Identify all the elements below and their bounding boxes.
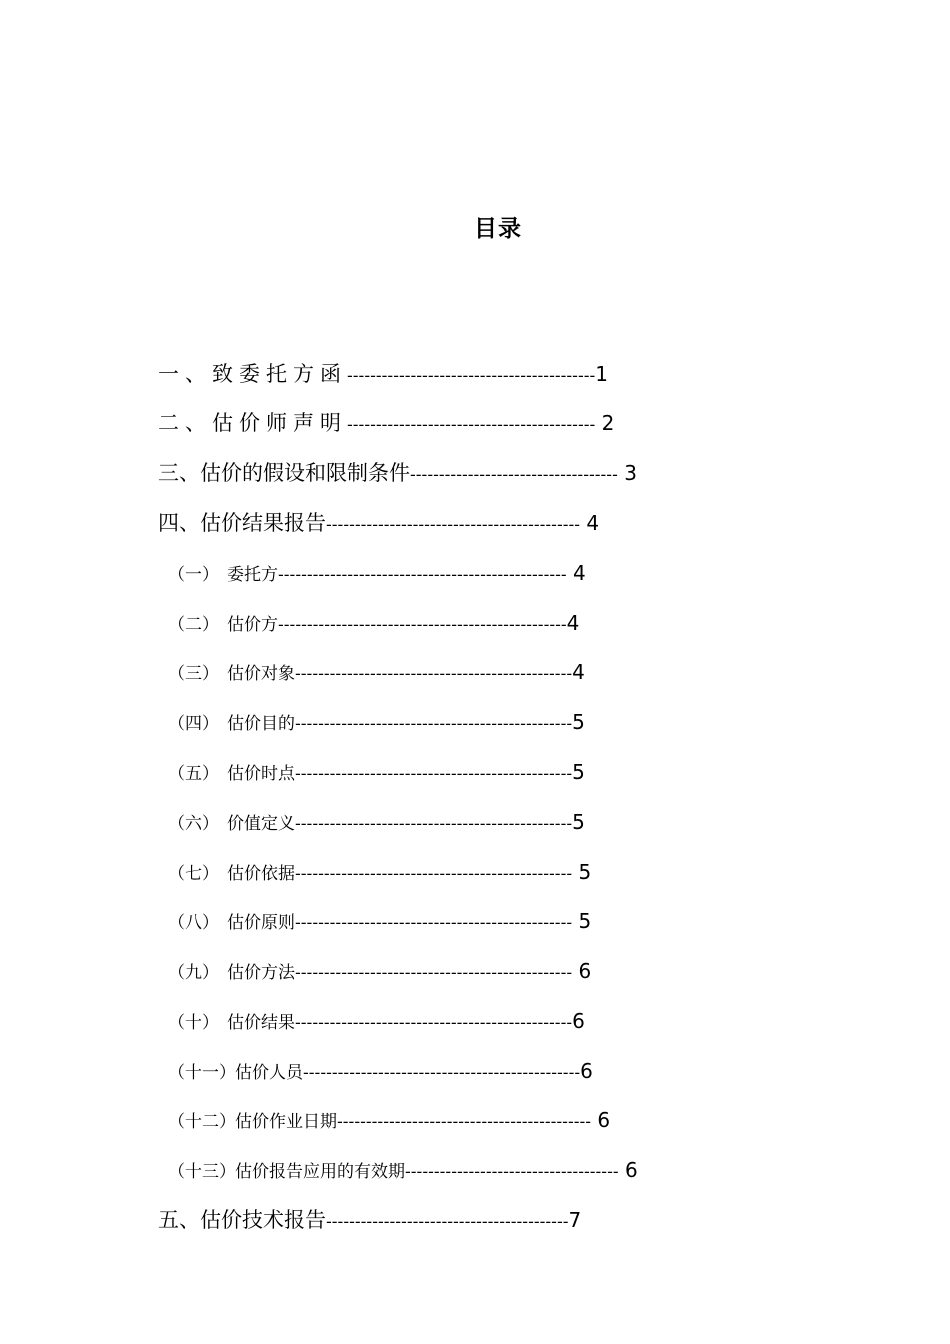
toc-leader: -------------------------------------------- xyxy=(326,515,581,534)
toc-page-number: 6 xyxy=(572,1009,585,1033)
toc-leader: -------------------------------------------- xyxy=(337,1112,592,1131)
toc-page-number: 5 xyxy=(572,860,592,884)
toc-subentry-number: （四） xyxy=(168,714,219,734)
toc-subentry-label: 价值定义 xyxy=(227,814,295,834)
toc-subentry[interactable] xyxy=(168,911,591,932)
toc-page-number: 1 xyxy=(595,362,608,386)
toc-page-number: 6 xyxy=(580,1059,593,1083)
toc-subentry-number: （五） xyxy=(168,764,219,784)
toc-leader: ------------------------------------ xyxy=(410,465,618,484)
toc-page-number: 4 xyxy=(566,611,580,635)
toc-subentry-label: 委托方 xyxy=(227,565,278,585)
toc-entry[interactable] xyxy=(158,1210,581,1231)
toc-subentry-number: （七） xyxy=(168,864,219,884)
toc-subentry-number: （十三） xyxy=(168,1162,236,1182)
toc-leader: ------------------------------------------------ xyxy=(295,664,573,683)
toc-page-number: 4 xyxy=(566,561,586,585)
toc-leader: ------------------------------------------------ xyxy=(295,814,573,833)
toc-page-number: 7 xyxy=(568,1208,582,1232)
toc-page-number: 5 xyxy=(572,710,585,734)
toc-subentry-label: 估价时点 xyxy=(227,764,295,784)
toc-subentry[interactable] xyxy=(168,812,585,833)
toc-subentry-label: 估价原则 xyxy=(227,913,295,933)
toc-subentry[interactable] xyxy=(168,662,585,683)
toc-subentry-number: （三） xyxy=(168,664,219,684)
toc-subentry-number: （九） xyxy=(168,963,219,983)
toc-page-number: 4 xyxy=(572,660,585,684)
page-title: 目录 xyxy=(474,216,522,242)
toc-page-number: 6 xyxy=(572,959,592,983)
toc-entry[interactable] xyxy=(158,364,608,385)
toc-page-number: 5 xyxy=(572,810,585,834)
toc-subentry[interactable] xyxy=(168,762,585,783)
toc-subentry-number: （十） xyxy=(168,1013,219,1033)
toc-leader: ------------------------------------------------ xyxy=(295,714,573,733)
toc-subentry[interactable] xyxy=(168,1061,593,1082)
toc-subentry-label: 估价对象 xyxy=(227,664,295,684)
toc-leader: ------------------------------------------------ xyxy=(295,864,573,883)
toc-subentry[interactable] xyxy=(168,961,591,982)
toc-leader: ------------------------------------- xyxy=(405,1162,619,1181)
toc-subentry-label: 估价方法 xyxy=(227,963,295,983)
toc-subentry[interactable] xyxy=(168,1011,585,1032)
toc-entry-label: 五、估价技术报告 xyxy=(158,1208,326,1232)
toc-leader: -------------------------------------------------- xyxy=(278,615,567,634)
toc-subentry[interactable] xyxy=(168,563,586,584)
toc-subentry[interactable] xyxy=(168,1110,610,1131)
toc-subentry-number: （十二） xyxy=(168,1112,236,1132)
toc-entry[interactable] xyxy=(158,513,599,534)
toc-leader: ------------------------------------------ xyxy=(326,1212,569,1231)
toc-page-number: 5 xyxy=(572,760,585,784)
toc-subentry[interactable] xyxy=(168,712,585,733)
toc-page-number: 2 xyxy=(595,411,615,435)
toc-entry[interactable] xyxy=(158,463,637,484)
toc-page-number: 5 xyxy=(572,909,592,933)
toc-subentry-number: （二） xyxy=(168,615,219,635)
toc-page-number: 6 xyxy=(618,1158,638,1182)
toc-entry[interactable] xyxy=(158,413,614,434)
toc-leader: ------------------------------------------- xyxy=(347,366,596,385)
toc-subentry-label: 估价报告应用的有效期 xyxy=(235,1162,405,1182)
toc-entry-label: 一、致委托方函 xyxy=(158,362,347,386)
toc-leader: ------------------------------------------------ xyxy=(295,913,573,932)
toc-subentry-label: 估价目的 xyxy=(227,714,295,734)
toc-subentry-label: 估价方 xyxy=(227,615,278,635)
toc-leader: ------------------------------------------------ xyxy=(295,764,573,783)
toc-subentry[interactable] xyxy=(168,613,579,634)
toc-leader: -------------------------------------------------- xyxy=(278,565,567,584)
toc-subentry[interactable] xyxy=(168,1160,638,1181)
toc-subentry-number: （十一） xyxy=(168,1063,236,1083)
toc-subentry-number: （八） xyxy=(168,913,219,933)
toc-page-number: 4 xyxy=(580,511,600,535)
toc-subentry-number: （一） xyxy=(168,565,219,585)
toc-page-number: 6 xyxy=(591,1108,611,1132)
toc-leader: ------------------------------------------------ xyxy=(295,963,573,982)
toc-leader: ------------------------------------------------ xyxy=(295,1013,573,1032)
toc-subentry-number: （六） xyxy=(168,814,219,834)
toc-entry-label: 四、估价结果报告 xyxy=(158,511,326,535)
toc-entry-label: 三、估价的假设和限制条件 xyxy=(158,461,410,485)
toc-leader: ------------------------------------------------ xyxy=(303,1063,581,1082)
toc-subentry-label: 估价依据 xyxy=(227,864,295,884)
toc-entry-label: 二、估价师声明 xyxy=(158,411,347,435)
toc-subentry[interactable] xyxy=(168,862,591,883)
toc-page-number: 3 xyxy=(617,461,637,485)
toc-subentry-label: 估价作业日期 xyxy=(235,1112,337,1132)
toc-leader: ------------------------------------------- xyxy=(347,415,596,434)
toc-subentry-label: 估价人员 xyxy=(235,1063,303,1083)
toc-subentry-label: 估价结果 xyxy=(227,1013,295,1033)
